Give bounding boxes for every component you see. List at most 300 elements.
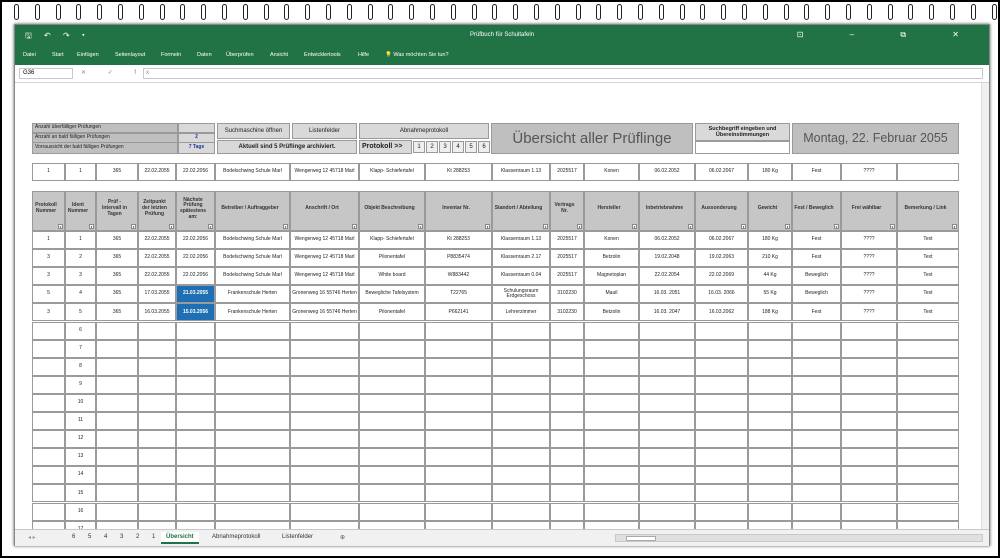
empty-row-cell[interactable] — [425, 358, 492, 376]
empty-row-cell[interactable] — [897, 466, 959, 484]
empty-row-cell[interactable] — [359, 322, 425, 340]
empty-row-cell[interactable] — [32, 448, 65, 466]
empty-row-cell[interactable] — [584, 322, 639, 340]
empty-row-cell[interactable] — [695, 430, 748, 448]
empty-row-cell[interactable] — [550, 484, 584, 502]
table-row-1-cell-col-11[interactable]: 2025517 — [550, 231, 584, 249]
search-result-cell-col-18[interactable] — [897, 163, 959, 181]
sheet-tab[interactable]: 4 — [104, 534, 108, 540]
table-row-2-cell-col-16[interactable]: Fest — [792, 249, 841, 267]
empty-row-cell[interactable] — [290, 358, 359, 376]
empty-row-cell[interactable] — [425, 394, 492, 412]
empty-row-cell[interactable] — [550, 412, 584, 430]
empty-row-cell[interactable] — [96, 412, 138, 430]
table-header[interactable]: Bemerkung / Link ▾ — [897, 191, 959, 231]
empty-row-cell[interactable]: 15 — [65, 484, 96, 502]
empty-row-cell[interactable] — [290, 466, 359, 484]
empty-row-cell[interactable] — [96, 394, 138, 412]
empty-row-cell[interactable] — [897, 358, 959, 376]
empty-row-cell[interactable] — [897, 503, 959, 521]
search-result-cell-col-3[interactable]: 365 — [96, 163, 138, 181]
empty-row-cell[interactable] — [695, 503, 748, 521]
protocol-button-3[interactable]: 3 — [439, 141, 451, 153]
empty-row-cell[interactable] — [792, 412, 841, 430]
empty-row-cell[interactable] — [138, 340, 176, 358]
table-row-2-cell-col-12[interactable]: Betzolin — [584, 249, 639, 267]
empty-row-cell[interactable] — [138, 466, 176, 484]
table-row-4-cell-col-12[interactable]: Mauil — [584, 285, 639, 303]
table-row-2-cell-col-14[interactable]: 19.02.2063 — [695, 249, 748, 267]
empty-row-cell[interactable] — [290, 340, 359, 358]
horizontal-scrollbar[interactable] — [615, 534, 983, 542]
empty-row-cell[interactable] — [639, 412, 695, 430]
table-header[interactable]: Inventar Nr. ▾ — [425, 191, 492, 231]
empty-row-cell[interactable] — [792, 430, 841, 448]
empty-row-cell[interactable] — [359, 448, 425, 466]
empty-row-cell[interactable] — [290, 448, 359, 466]
empty-row-cell[interactable] — [639, 322, 695, 340]
empty-row-cell[interactable] — [639, 466, 695, 484]
table-row-4-cell-col-3[interactable]: 365 — [96, 285, 138, 303]
table-row-1-cell-col-14[interactable]: 06.02.2067 — [695, 231, 748, 249]
empty-row-cell[interactable] — [584, 412, 639, 430]
empty-row-cell[interactable] — [792, 322, 841, 340]
empty-row-cell[interactable] — [290, 484, 359, 502]
table-row-4-cell-col-16[interactable]: Beweglich — [792, 285, 841, 303]
empty-row-cell[interactable] — [792, 394, 841, 412]
empty-row-cell[interactable] — [748, 484, 792, 502]
table-row-4-cell-col-14[interactable]: 16.03. 2066 — [695, 285, 748, 303]
table-row-3-cell-col-9[interactable]: W883442 — [425, 267, 492, 285]
table-row-2-cell-col-6[interactable]: Bodelschwing Schule Marl — [215, 249, 290, 267]
empty-row-cell[interactable] — [32, 358, 65, 376]
empty-row-cell[interactable] — [176, 430, 215, 448]
empty-row-cell[interactable] — [748, 503, 792, 521]
formula-icons[interactable]: ✕ ✓ fx — [81, 70, 160, 76]
protocol-button-5[interactable]: 5 — [465, 141, 477, 153]
ribbon-tab[interactable]: Hilfe — [358, 52, 370, 58]
table-row-1-cell-col-16[interactable]: Fest — [792, 231, 841, 249]
empty-row-cell[interactable] — [695, 448, 748, 466]
table-header[interactable]: Aussonderung ▾ — [695, 191, 748, 231]
scroll-thumb[interactable] — [626, 536, 656, 541]
empty-row-cell[interactable] — [425, 466, 492, 484]
table-row-1-cell-col-5[interactable]: 22.02.2056 — [176, 231, 215, 249]
table-row-5-cell-col-13[interactable]: 16.03. 2047 — [639, 303, 695, 321]
filter-dropdown-icon[interactable]: ▾ — [544, 225, 547, 229]
empty-row-cell[interactable] — [584, 503, 639, 521]
empty-row-cell[interactable] — [550, 503, 584, 521]
empty-row-cell[interactable] — [639, 484, 695, 502]
empty-row-cell[interactable] — [176, 394, 215, 412]
search-result-cell-col-12[interactable]: Konen — [584, 163, 639, 181]
empty-row-cell[interactable] — [96, 466, 138, 484]
empty-row-cell[interactable] — [359, 503, 425, 521]
search-result-cell-col-2[interactable]: 1 — [65, 163, 96, 181]
empty-row-cell[interactable] — [32, 394, 65, 412]
table-header[interactable]: Nächste Prüfung spätestens am: ▾ — [176, 191, 215, 231]
empty-row-cell[interactable] — [841, 376, 897, 394]
empty-row-cell[interactable] — [695, 466, 748, 484]
filter-dropdown-icon[interactable]: ▾ — [419, 225, 422, 229]
table-row-3-cell-col-8[interactable]: White board — [359, 267, 425, 285]
acceptance-protocol-button[interactable]: Abnahmeprotokoll — [359, 123, 489, 139]
empty-row-cell[interactable] — [138, 358, 176, 376]
empty-row-cell[interactable] — [841, 503, 897, 521]
empty-row-cell[interactable] — [215, 394, 290, 412]
table-row-5-cell-col-5[interactable]: 15.03.2056 — [176, 303, 215, 321]
filter-dropdown-icon[interactable]: ▾ — [835, 225, 838, 229]
table-row-5-cell-col-8[interactable]: Pilonentafel — [359, 303, 425, 321]
empty-row-cell[interactable] — [138, 412, 176, 430]
table-header[interactable]: Prüf - Intervall in Tagen ▾ — [96, 191, 138, 231]
empty-row-cell[interactable] — [96, 340, 138, 358]
empty-row-cell[interactable] — [897, 340, 959, 358]
sheet-tab[interactable]: 6 — [72, 534, 76, 540]
filter-dropdown-icon[interactable]: ▾ — [132, 225, 135, 229]
table-row-3-cell-col-10[interactable]: Klassenraum 0.04 — [492, 267, 550, 285]
empty-row-cell[interactable]: 11 — [65, 412, 96, 430]
empty-row-cell[interactable] — [841, 448, 897, 466]
empty-row-cell[interactable] — [359, 376, 425, 394]
empty-row-cell[interactable] — [215, 448, 290, 466]
empty-row-cell[interactable] — [639, 448, 695, 466]
filter-dropdown-icon[interactable]: ▾ — [633, 225, 636, 229]
empty-row-cell[interactable] — [639, 358, 695, 376]
list-fields-button[interactable]: Listenfelder — [292, 123, 357, 139]
table-row-3-cell-col-14[interactable]: 22.02.2069 — [695, 267, 748, 285]
empty-row-cell[interactable] — [425, 430, 492, 448]
table-row-1-cell-col-8[interactable]: Klapp- Schiefertafel — [359, 231, 425, 249]
sheet-tab[interactable]: 5 — [88, 534, 92, 540]
empty-row-cell[interactable] — [290, 412, 359, 430]
empty-row-cell[interactable] — [841, 322, 897, 340]
empty-row-cell[interactable] — [138, 503, 176, 521]
worksheet[interactable] — [15, 83, 989, 529]
empty-row-cell[interactable] — [492, 466, 550, 484]
empty-row-cell[interactable] — [695, 412, 748, 430]
ribbon-tab[interactable]: Datei — [23, 52, 36, 58]
empty-row-cell[interactable] — [584, 394, 639, 412]
search-term-input[interactable] — [695, 141, 790, 154]
empty-row-cell[interactable] — [215, 412, 290, 430]
empty-row-cell[interactable] — [748, 430, 792, 448]
search-result-cell-col-17[interactable]: ???? — [841, 163, 897, 181]
search-result-cell-col-7[interactable]: Wengerweg 12 45718 Marl — [290, 163, 359, 181]
empty-row-cell[interactable] — [492, 412, 550, 430]
search-result-cell-col-6[interactable]: Bodelschwing Schule Marl — [215, 163, 290, 181]
empty-row-cell[interactable] — [584, 448, 639, 466]
empty-row-cell[interactable] — [138, 448, 176, 466]
empty-row-cell[interactable] — [748, 412, 792, 430]
empty-row-cell[interactable] — [290, 430, 359, 448]
sheet-tab[interactable]: Abnahmeprotokoll — [212, 534, 261, 540]
table-row-3-cell-col-13[interactable]: 22.02.2054 — [639, 267, 695, 285]
empty-row-cell[interactable] — [897, 322, 959, 340]
empty-row-cell[interactable] — [492, 358, 550, 376]
table-row-1-cell-col-13[interactable]: 06.02.2052 — [639, 231, 695, 249]
empty-row-cell[interactable] — [584, 484, 639, 502]
table-header[interactable]: Standort / Abteilung ▾ — [492, 191, 550, 231]
table-row-1-cell-col-17[interactable]: ???? — [841, 231, 897, 249]
empty-row-cell[interactable] — [550, 322, 584, 340]
empty-row-cell[interactable] — [96, 358, 138, 376]
empty-row-cell[interactable] — [32, 503, 65, 521]
empty-row-cell[interactable] — [176, 322, 215, 340]
table-row-1-cell-col-12[interactable]: Konen — [584, 231, 639, 249]
table-row-5-cell-col-16[interactable]: Fest — [792, 303, 841, 321]
empty-row-cell[interactable] — [215, 376, 290, 394]
table-row-1-cell-col-3[interactable]: 365 — [96, 231, 138, 249]
table-row-3-cell-col-5[interactable]: 22.02.2056 — [176, 267, 215, 285]
empty-row-cell[interactable] — [748, 466, 792, 484]
empty-row-cell[interactable] — [748, 448, 792, 466]
empty-row-cell[interactable] — [138, 322, 176, 340]
empty-row-cell[interactable] — [32, 430, 65, 448]
empty-row-cell[interactable] — [639, 376, 695, 394]
empty-row-cell[interactable] — [897, 376, 959, 394]
name-box[interactable]: G36 — [19, 68, 73, 79]
empty-row-cell[interactable] — [176, 503, 215, 521]
search-result-cell-col-16[interactable]: Fest — [792, 163, 841, 181]
table-row-3-cell-col-11[interactable]: 2025517 — [550, 267, 584, 285]
empty-row-cell[interactable] — [138, 394, 176, 412]
search-result-cell-col-4[interactable]: 22.02.2055 — [138, 163, 176, 181]
empty-row-cell[interactable] — [290, 322, 359, 340]
empty-row-cell[interactable] — [550, 430, 584, 448]
empty-row-cell[interactable] — [32, 322, 65, 340]
empty-row-cell[interactable] — [748, 394, 792, 412]
empty-row-cell[interactable] — [96, 322, 138, 340]
sheet-tab[interactable]: Übersicht — [161, 532, 199, 544]
table-row-5-cell-col-14[interactable]: 16.03.2062 — [695, 303, 748, 321]
ribbon-tab[interactable]: Einfügen — [77, 52, 99, 58]
empty-row-cell[interactable] — [96, 448, 138, 466]
empty-row-cell[interactable]: 12 — [65, 430, 96, 448]
empty-row-cell[interactable] — [425, 503, 492, 521]
empty-row-cell[interactable] — [492, 376, 550, 394]
empty-row-cell[interactable] — [584, 358, 639, 376]
window-controls[interactable]: ⊡ – ⧉ ✕ — [796, 30, 981, 39]
empty-row-cell[interactable] — [359, 412, 425, 430]
empty-row-cell[interactable] — [176, 376, 215, 394]
empty-row-cell[interactable] — [215, 484, 290, 502]
table-row-2-cell-col-15[interactable]: 210 Kg — [748, 249, 792, 267]
table-row-2-cell-col-9[interactable]: P8835474 — [425, 249, 492, 267]
empty-row-cell[interactable] — [359, 484, 425, 502]
table-row-3-cell-col-1[interactable]: 3 — [32, 267, 65, 285]
table-row-4-cell-col-7[interactable]: Gronenweg 16 55746 Herten — [290, 285, 359, 303]
empty-row-cell[interactable] — [841, 358, 897, 376]
empty-row-cell[interactable] — [96, 484, 138, 502]
empty-row-cell[interactable] — [695, 394, 748, 412]
empty-row-cell[interactable] — [425, 322, 492, 340]
table-row-1-cell-col-6[interactable]: Bodelschwing Schule Marl — [215, 231, 290, 249]
empty-row-cell[interactable] — [584, 340, 639, 358]
table-row-1-cell-col-4[interactable]: 22.02.2055 — [138, 231, 176, 249]
table-header[interactable]: Protokoll Nummer ▾ — [32, 191, 65, 231]
empty-row-cell[interactable] — [748, 376, 792, 394]
empty-row-cell[interactable] — [695, 484, 748, 502]
table-row-3-cell-col-4[interactable]: 22.02.2055 — [138, 267, 176, 285]
search-result-cell-col-11[interactable]: 2025517 — [550, 163, 584, 181]
table-row-4-cell-col-8[interactable]: Bewegliche Tafelsystem — [359, 285, 425, 303]
ribbon-tab[interactable]: Formeln — [161, 52, 182, 58]
empty-row-cell[interactable] — [584, 376, 639, 394]
empty-row-cell[interactable] — [841, 484, 897, 502]
empty-row-cell[interactable] — [841, 394, 897, 412]
table-row-2-cell-col-17[interactable]: ???? — [841, 249, 897, 267]
ribbon-tab[interactable]: Ansicht — [270, 52, 289, 58]
empty-row-cell[interactable] — [215, 430, 290, 448]
table-header[interactable]: Frei wählbar ▾ — [841, 191, 897, 231]
protocol-button-1[interactable]: 1 — [413, 141, 425, 153]
filter-dropdown-icon[interactable]: ▾ — [353, 225, 356, 229]
empty-row-cell[interactable] — [639, 394, 695, 412]
empty-row-cell[interactable] — [290, 394, 359, 412]
ribbon-tab[interactable]: Start — [52, 52, 64, 58]
empty-row-cell[interactable] — [32, 376, 65, 394]
empty-row-cell[interactable] — [176, 448, 215, 466]
table-row-5-cell-col-15[interactable]: 188 Kg — [748, 303, 792, 321]
table-row-2-cell-col-7[interactable]: Wengerweg 12 45718 Marl — [290, 249, 359, 267]
empty-row-cell[interactable] — [695, 340, 748, 358]
empty-row-cell[interactable] — [176, 358, 215, 376]
table-row-4-cell-col-5[interactable]: 21.03.2055 — [176, 285, 215, 303]
empty-row-cell[interactable] — [897, 448, 959, 466]
table-row-2-cell-col-4[interactable]: 22.02.2055 — [138, 249, 176, 267]
table-header[interactable]: Vertrags Nr. ▾ — [550, 191, 584, 231]
table-row-4-cell-col-17[interactable]: ???? — [841, 285, 897, 303]
empty-row-cell[interactable] — [792, 484, 841, 502]
empty-row-cell[interactable] — [215, 358, 290, 376]
empty-row-cell[interactable]: 8 — [65, 358, 96, 376]
filter-dropdown-icon[interactable]: ▾ — [90, 225, 93, 229]
search-result-cell-col-5[interactable]: 22.02.2056 — [176, 163, 215, 181]
table-row-2-cell-col-13[interactable]: 19.02.2048 — [639, 249, 695, 267]
empty-row-cell[interactable]: 7 — [65, 340, 96, 358]
empty-row-cell[interactable] — [492, 394, 550, 412]
table-row-3-cell-col-2[interactable]: 3 — [65, 267, 96, 285]
table-header[interactable]: Ident Nummer ▾ — [65, 191, 96, 231]
table-row-4-cell-col-9[interactable]: T22765 — [425, 285, 492, 303]
empty-row-cell[interactable] — [841, 466, 897, 484]
table-row-2-cell-col-3[interactable]: 365 — [96, 249, 138, 267]
empty-row-cell[interactable] — [215, 340, 290, 358]
table-header[interactable]: Zeitpunkt der letzten Prüfung ▾ — [138, 191, 176, 231]
table-row-3-cell-col-16[interactable]: Beweglich — [792, 267, 841, 285]
empty-row-cell[interactable] — [639, 430, 695, 448]
search-result-cell-col-15[interactable]: 180 Kg — [748, 163, 792, 181]
search-result-cell-col-9[interactable]: Kt 288253 — [425, 163, 492, 181]
empty-row-cell[interactable]: 13 — [65, 448, 96, 466]
filter-dropdown-icon[interactable]: ▾ — [786, 225, 789, 229]
empty-row-cell[interactable] — [792, 340, 841, 358]
empty-row-cell[interactable] — [96, 376, 138, 394]
table-row-3-cell-col-7[interactable]: Wengerweg 12 45718 Marl — [290, 267, 359, 285]
empty-row-cell[interactable] — [748, 340, 792, 358]
table-row-2-cell-col-10[interactable]: Klassenraum 2.17 — [492, 249, 550, 267]
table-header[interactable]: Gewicht ▾ — [748, 191, 792, 231]
table-row-5-cell-col-1[interactable]: 3 — [32, 303, 65, 321]
table-row-1-cell-col-9[interactable]: Kt 288253 — [425, 231, 492, 249]
ribbon-tab[interactable]: Entwicklertools — [304, 52, 341, 58]
empty-row-cell[interactable] — [215, 322, 290, 340]
empty-row-cell[interactable]: 6 — [65, 322, 96, 340]
protocol-button-4[interactable]: 4 — [452, 141, 464, 153]
quick-access-toolbar[interactable]: 🖫 ↶ ↷ ▾ — [25, 31, 90, 40]
table-header[interactable]: Anschrift / Ort ▾ — [290, 191, 359, 231]
table-row-1-cell-col-2[interactable]: 1 — [65, 231, 96, 249]
vertical-scrollbar[interactable] — [981, 83, 989, 529]
table-row-1-cell-col-1[interactable]: 1 — [32, 231, 65, 249]
filter-dropdown-icon[interactable]: ▾ — [742, 225, 745, 229]
sheet-tab[interactable]: 1 — [152, 534, 156, 540]
protocol-button-2[interactable]: 2 — [426, 141, 438, 153]
empty-row-cell[interactable] — [359, 430, 425, 448]
table-row-1-cell-col-7[interactable]: Wengerweg 12 45718 Marl — [290, 231, 359, 249]
empty-row-cell[interactable] — [897, 430, 959, 448]
empty-row-cell[interactable] — [897, 394, 959, 412]
empty-row-cell[interactable] — [176, 340, 215, 358]
filter-dropdown-icon[interactable]: ▾ — [578, 225, 581, 229]
table-row-4-cell-col-13[interactable]: 16.03. 2051 — [639, 285, 695, 303]
table-row-3-cell-col-18[interactable]: Text — [897, 267, 959, 285]
table-row-4-cell-col-1[interactable]: 5 — [32, 285, 65, 303]
search-result-cell-col-13[interactable]: 06.02.2052 — [639, 163, 695, 181]
empty-row-cell[interactable] — [550, 448, 584, 466]
table-header[interactable]: Objekt Beschreibung ▾ — [359, 191, 425, 231]
empty-row-cell[interactable] — [96, 503, 138, 521]
table-row-5-cell-col-3[interactable]: 365 — [96, 303, 138, 321]
empty-row-cell[interactable] — [138, 430, 176, 448]
sheet-tab[interactable]: 3 — [120, 534, 124, 540]
table-row-5-cell-col-10[interactable]: Lehrerzimmer — [492, 303, 550, 321]
table-row-4-cell-col-10[interactable]: Schulungsraum Erdgeschoss — [492, 285, 550, 303]
empty-row-cell[interactable] — [138, 484, 176, 502]
search-result-cell-col-10[interactable]: Klassenraum 1.13 — [492, 163, 550, 181]
empty-row-cell[interactable] — [792, 358, 841, 376]
empty-row-cell[interactable] — [138, 376, 176, 394]
ribbon-tab[interactable]: Daten — [197, 52, 212, 58]
empty-row-cell[interactable] — [639, 503, 695, 521]
table-row-1-cell-col-15[interactable]: 180 Kg — [748, 231, 792, 249]
table-row-2-cell-col-1[interactable]: 3 — [32, 249, 65, 267]
empty-row-cell[interactable]: 10 — [65, 394, 96, 412]
filter-dropdown-icon[interactable]: ▾ — [891, 225, 894, 229]
empty-row-cell[interactable] — [550, 466, 584, 484]
empty-row-cell[interactable] — [550, 376, 584, 394]
empty-row-cell[interactable] — [841, 340, 897, 358]
table-header[interactable]: Fest / Beweglich ▾ — [792, 191, 841, 231]
empty-row-cell[interactable] — [176, 466, 215, 484]
table-row-5-cell-col-18[interactable]: Text — [897, 303, 959, 321]
empty-row-cell[interactable] — [897, 484, 959, 502]
table-row-4-cell-col-4[interactable]: 17.03.2055 — [138, 285, 176, 303]
empty-row-cell[interactable] — [492, 340, 550, 358]
table-row-3-cell-col-12[interactable]: Magnetoplan — [584, 267, 639, 285]
empty-row-cell[interactable] — [359, 340, 425, 358]
table-row-2-cell-col-11[interactable]: 2025517 — [550, 249, 584, 267]
empty-row-cell[interactable] — [897, 412, 959, 430]
empty-row-cell[interactable] — [359, 394, 425, 412]
table-row-5-cell-col-6[interactable]: Frankenschule Herten — [215, 303, 290, 321]
empty-row-cell[interactable] — [695, 358, 748, 376]
empty-row-cell[interactable] — [32, 484, 65, 502]
empty-row-cell[interactable] — [176, 484, 215, 502]
ribbon-tab[interactable]: Überprüfen — [226, 52, 254, 58]
empty-row-cell[interactable] — [425, 340, 492, 358]
